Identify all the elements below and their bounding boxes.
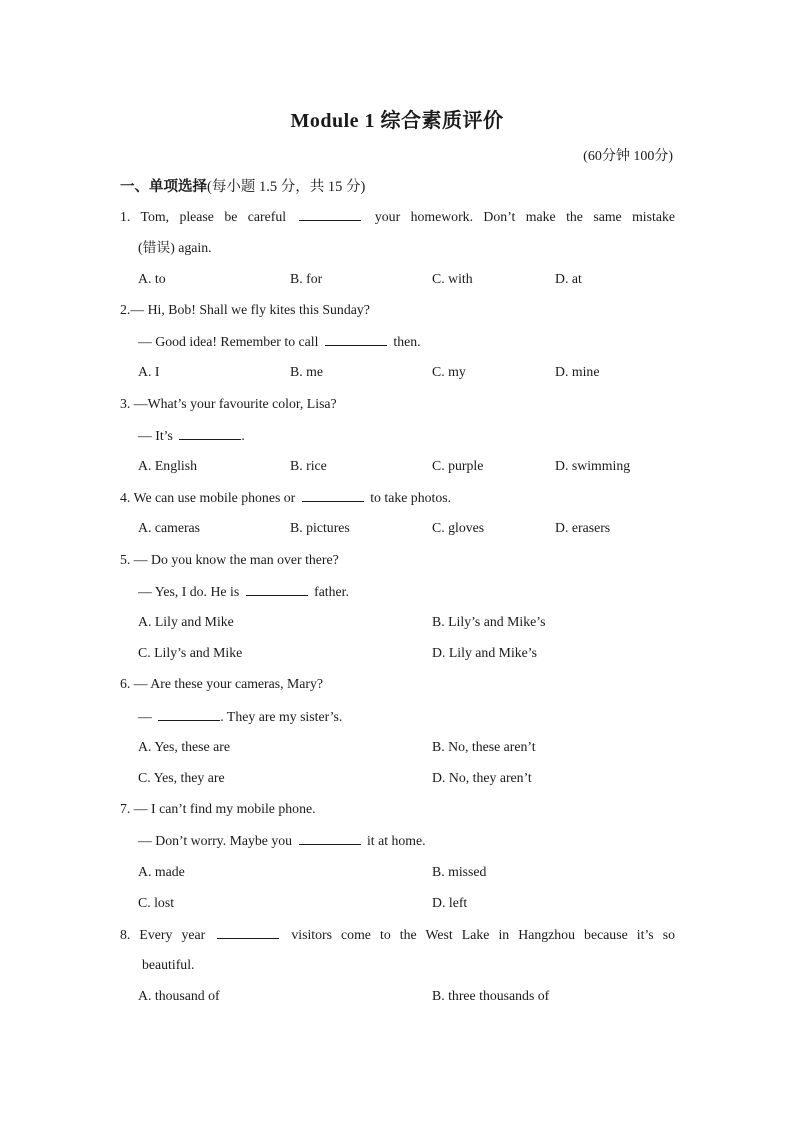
question-6-option-c: C. Yes, they are xyxy=(138,770,225,785)
question-7-option-b: B. missed xyxy=(432,864,487,879)
question-6-option-b: B. No, these aren’t xyxy=(432,739,536,754)
question-1-option-c: C. with xyxy=(432,271,473,286)
section-heading xyxy=(120,175,365,196)
question-4-stem xyxy=(120,487,675,508)
question-4-option-d: D. erasers xyxy=(555,520,611,535)
question-3-text-b: . xyxy=(241,428,245,443)
question-8-text-a: 8. Every year xyxy=(120,927,206,942)
question-3-option-c: C. purple xyxy=(432,458,484,473)
question-8-text-b: visitors come to the West Lake in Hangzhou because it’s so xyxy=(291,927,675,942)
question-8-stem xyxy=(120,924,675,945)
question-1-stem xyxy=(120,206,675,227)
question-3-text-a: — It’s xyxy=(138,428,173,443)
question-1-stem-cont: (错误) again. xyxy=(138,240,212,255)
question-1-option-b: B. for xyxy=(290,271,323,286)
question-2-option-c: C. my xyxy=(432,364,466,379)
question-6-option-a: A. Yes, these are xyxy=(138,739,230,754)
question-1-option-a: A. to xyxy=(138,271,166,286)
question-5-blank xyxy=(246,581,308,596)
page-title: Module 1 综合素质评价 xyxy=(290,110,504,132)
section-title: 一、单项选择 xyxy=(120,179,207,195)
question-6-option-d: D. No, they aren’t xyxy=(432,770,532,785)
question-8-blank xyxy=(217,924,279,939)
question-7-stem: 7. — I can’t find my mobile phone. xyxy=(120,801,316,816)
question-5-option-b: B. Lily’s and Mike’s xyxy=(432,614,546,629)
question-6-text-b: . They are my sister’s. xyxy=(220,709,343,724)
question-3-response xyxy=(138,425,675,446)
question-2-option-b: B. me xyxy=(290,364,323,379)
question-4-text-b: to take photos. xyxy=(370,490,452,505)
question-5-text-b: father. xyxy=(314,584,349,599)
question-6-text-a: — xyxy=(138,709,152,724)
question-4-text-a: 4. We can use mobile phones or xyxy=(120,490,296,505)
question-2-text-a: — Good idea! Remember to call xyxy=(138,334,319,349)
question-2-text-b: then. xyxy=(393,334,421,349)
question-4-blank xyxy=(302,487,364,502)
question-5-text-a: — Yes, I do. He is xyxy=(138,584,240,599)
question-2-option-d: D. mine xyxy=(555,364,600,379)
question-5-stem: 5. — Do you know the man over there? xyxy=(120,552,339,567)
question-1-text-b: your homework. Don’t make the same mistake xyxy=(374,209,675,224)
question-2-blank xyxy=(325,331,387,346)
question-6-stem: 6. — Are these your cameras, Mary? xyxy=(120,676,324,691)
question-1-text-a: 1. Tom, please be careful xyxy=(120,209,287,224)
question-4-option-a: A. cameras xyxy=(138,520,201,535)
question-7-text-b: it at home. xyxy=(366,833,426,848)
question-5-option-a: A. Lily and Mike xyxy=(138,614,234,629)
question-7-option-a: A. made xyxy=(138,864,185,879)
question-8-stem-cont: beautiful. xyxy=(142,957,195,972)
question-3-blank xyxy=(179,425,241,440)
question-2-response xyxy=(138,331,675,352)
question-3-option-d: D. swimming xyxy=(555,458,631,473)
question-8-option-a: A. thousand of xyxy=(138,988,220,1003)
question-7-response xyxy=(138,830,675,851)
question-2-stem: 2.— Hi, Bob! Shall we fly kites this Sunday? xyxy=(120,302,370,317)
question-8-option-b: B. three thousands of xyxy=(432,988,550,1003)
question-3-stem: 3. —What’s your favourite color, Lisa? xyxy=(120,396,337,411)
question-4-option-b: B. pictures xyxy=(290,520,350,535)
question-5-option-c: C. Lily’s and Mike xyxy=(138,645,243,660)
question-6-response xyxy=(138,706,675,727)
question-3-option-b: B. rice xyxy=(290,458,327,473)
question-1-option-d: D. at xyxy=(555,271,582,286)
question-7-option-c: C. lost xyxy=(138,895,175,910)
question-3-option-a: A. English xyxy=(138,458,198,473)
question-2-option-a: A. I xyxy=(138,364,160,379)
exam-duration-score: (60分钟 100分) xyxy=(583,149,673,164)
question-6-blank xyxy=(158,706,220,721)
question-1-blank xyxy=(299,206,361,221)
question-5-response xyxy=(138,581,675,602)
question-4-option-c: C. gloves xyxy=(432,520,485,535)
question-7-text-a: — Don’t worry. Maybe you xyxy=(138,833,293,848)
question-7-blank xyxy=(299,830,361,845)
question-7-option-d: D. left xyxy=(432,895,468,910)
question-5-option-d: D. Lily and Mike’s xyxy=(432,645,537,660)
section-scoring-note: (每小题 1.5 分，共 15 分) xyxy=(207,179,366,195)
